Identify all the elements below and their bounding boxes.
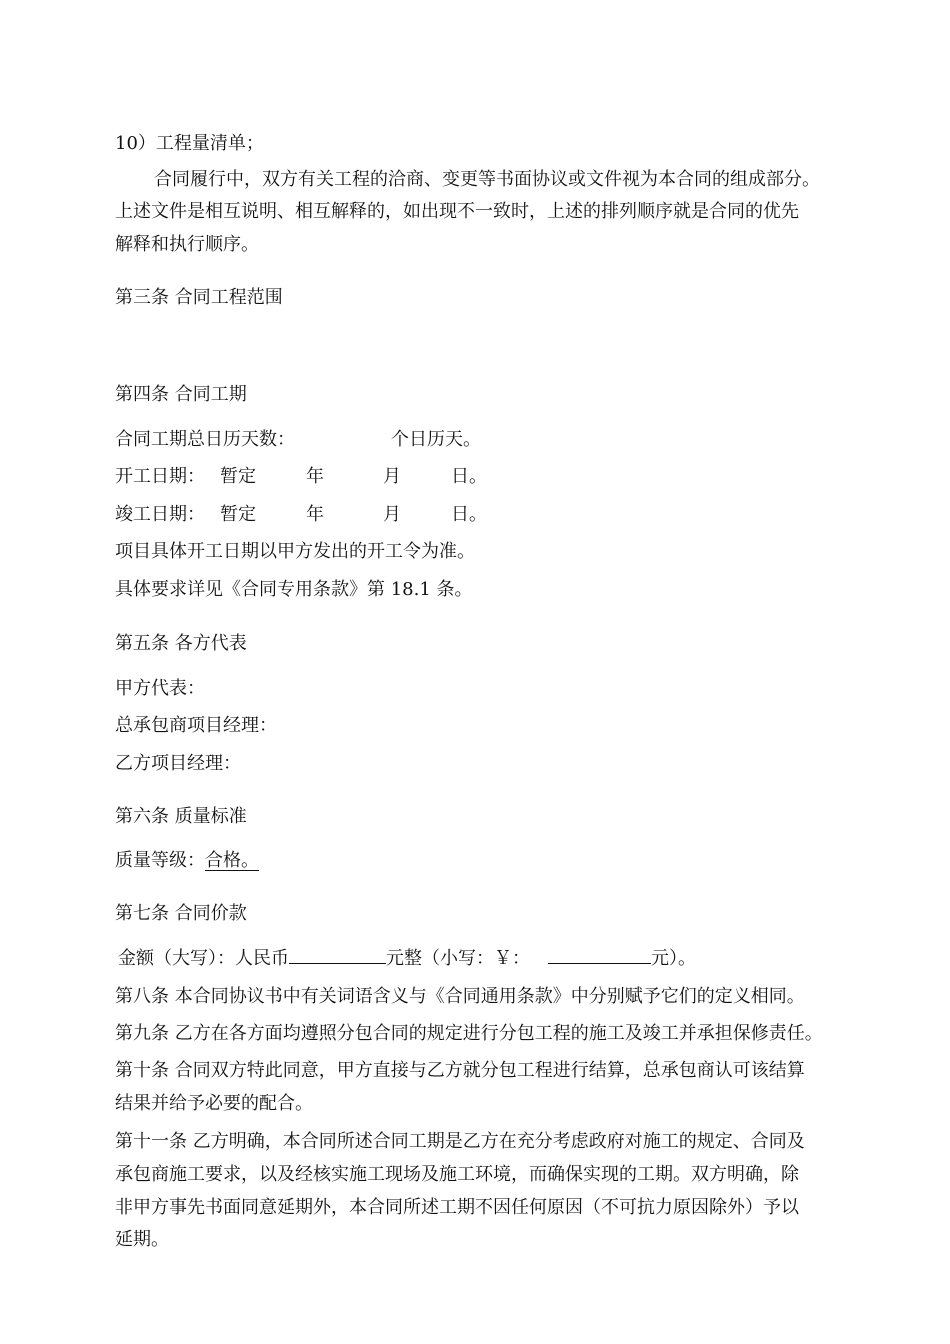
start-order-note: 项目具体开工日期以甲方发出的开工令为准。	[115, 541, 475, 562]
contract-price-row	[118, 945, 696, 971]
completion-date-label: 竣工日期：	[115, 504, 205, 525]
article-3-heading: 第三条 合同工程范围	[115, 287, 283, 308]
article-6-heading: 第六条 质量标准	[115, 806, 247, 827]
article-5-heading: 第五条 各方代表	[115, 633, 247, 654]
article-11-line: 第十一条 乙方明确，本合同所述合同工期是乙方在充分考虑政府对施工的规定、合同及	[115, 1131, 805, 1152]
amount-uppercase-blank	[289, 945, 386, 964]
article-9: 第九条 乙方在各方面均遵照分包合同的规定进行分包工程的施工及竣工并承担保修责任。	[115, 1023, 823, 1044]
tentative-text: 暂定	[220, 466, 256, 487]
year-text: 年	[306, 466, 324, 487]
article-11-line: 承包商施工要求，以及经核实施工现场及施工环境，而确保实现的工期。双方明确，除	[115, 1164, 799, 1185]
paragraph-line: 合同履行中，双方有关工程的洽商、变更等书面协议或文件视为本合同的组成部分。	[154, 169, 820, 190]
party-b-pm: 乙方项目经理：	[115, 753, 241, 774]
special-terms-note: 具体要求详见《合同专用条款》第 18.1 条。	[115, 579, 473, 600]
article-7-heading: 第七条 合同价款	[115, 903, 247, 924]
amount-suffix: 元）。	[651, 948, 696, 969]
general-contractor-pm: 总承包商项目经理：	[115, 715, 277, 736]
amount-lowercase-blank	[548, 945, 651, 964]
quality-grade-value: 合格。	[205, 850, 259, 871]
quality-grade-row	[115, 849, 265, 873]
article-4-heading: 第四条 合同工期	[115, 384, 247, 405]
party-a-representative: 甲方代表：	[115, 678, 205, 699]
paragraph-line: 解释和执行顺序。	[115, 234, 259, 255]
tentative-text: 暂定	[220, 504, 256, 525]
month-text: 月	[383, 504, 401, 525]
article-8: 第八条 本合同协议书中有关词语含义与《合同通用条款》中分别赋予它们的定义相同。	[115, 986, 805, 1007]
paragraph-line: 上述文件是相互说明、相互解释的，如出现不一致时，上述的排列顺序就是合同的优先	[115, 201, 799, 222]
article-10-line: 结果并给予必要的配合。	[115, 1093, 313, 1114]
year-text: 年	[306, 504, 324, 525]
article-11-line: 非甲方事先书面同意延期外，本合同所述工期不因任何原因（不可抗力原因除外）予以	[115, 1197, 799, 1218]
month-text: 月	[383, 466, 401, 487]
total-duration-suffix: 个日历天。	[391, 429, 481, 450]
total-duration-label: 合同工期总日历天数：	[115, 429, 295, 450]
article-10-line: 第十条 合同双方特此同意，甲方直接与乙方就分包工程进行结算，总承包商认可该结算	[115, 1060, 805, 1081]
article-11-line: 延期。	[115, 1229, 169, 1250]
amount-lowercase-label: 元整（小写：￥：	[386, 948, 530, 969]
quality-grade-label: 质量等级：	[115, 850, 205, 871]
amount-uppercase-label: 金额（大写）：人民币	[118, 948, 289, 969]
item-10-bill-of-quantities: 10）工程量清单；	[115, 133, 264, 154]
day-text: 日。	[451, 466, 487, 487]
day-text: 日。	[451, 504, 487, 525]
start-date-label: 开工日期：	[115, 466, 205, 487]
